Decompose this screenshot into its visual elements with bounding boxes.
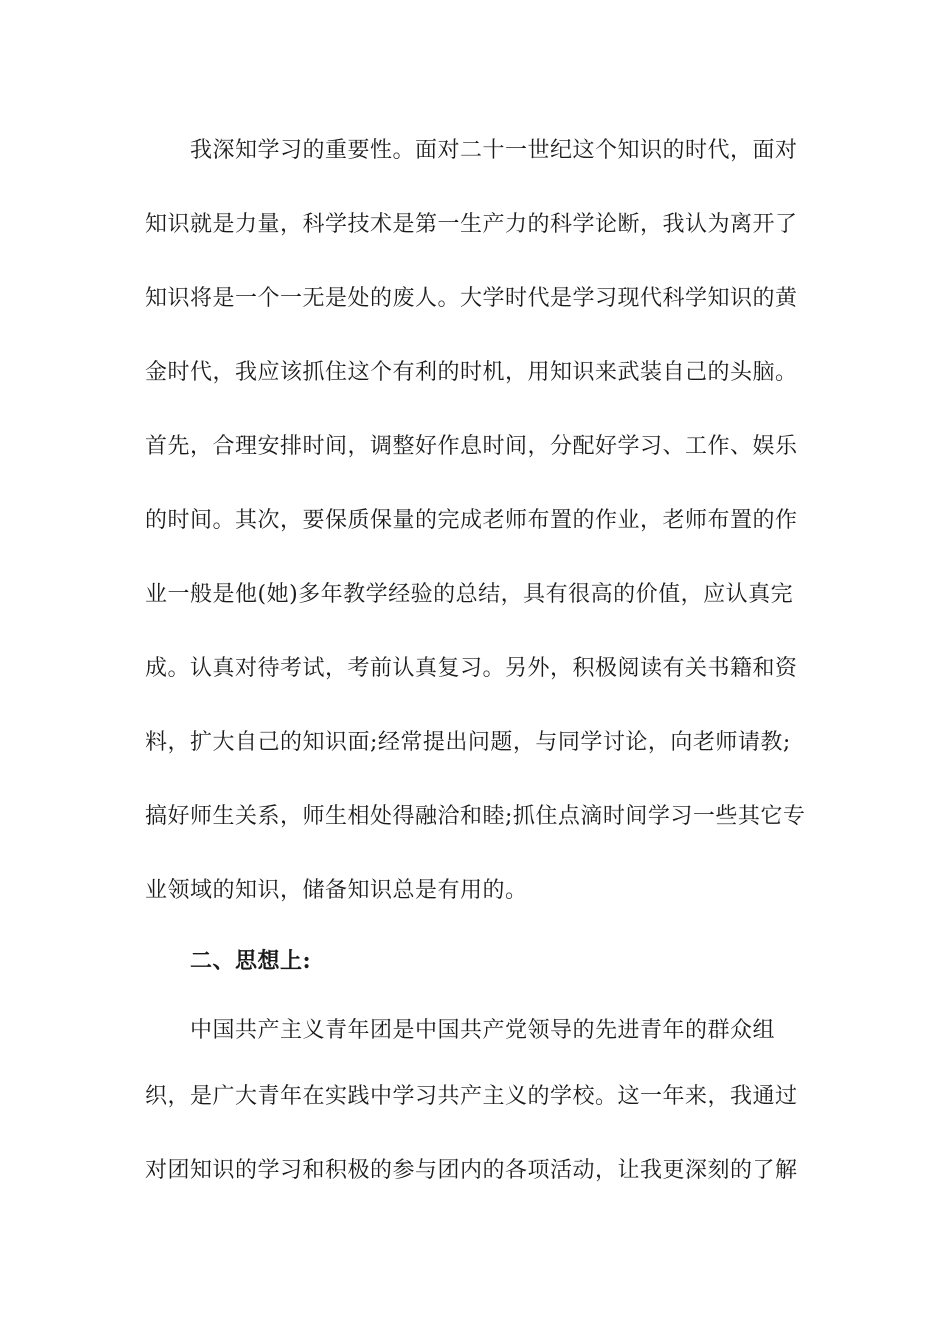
paragraph-line: 知识就是力量，科学技术是第一生产力的科学论断，我认为离开了 (145, 212, 798, 237)
paragraph-line: 成。认真对待考试，考前认真复习。另外，积极阅读有关书籍和资 (145, 656, 798, 681)
paragraph-line: 首先，合理安排时间，调整好作息时间，分配好学习、工作、娱乐 (145, 434, 798, 459)
paragraph-line: 搞好师生关系，师生相处得融洽和睦;抓住点滴时间学习一些其它专 (145, 804, 806, 829)
paragraph-line: 知识将是一个一无是处的废人。大学时代是学习现代科学知识的黄 (145, 286, 798, 311)
paragraph-line: 金时代，我应该抓住这个有利的时机，用知识来武装自己的头脑。 (145, 360, 798, 385)
paragraph-line: 对团知识的学习和积极的参与团内的各项活动，让我更深刻的了解 (145, 1158, 798, 1183)
section-heading: 二、思想上: (190, 948, 312, 974)
paragraph-line: 业一般是他(她)多年教学经验的总结，具有很高的价值，应认真完 (145, 582, 794, 607)
paragraph-line: 料，扩大自己的知识面;经常提出问题，与同学讨论，向老师请教; (145, 730, 791, 755)
paragraph-line: 中国共产主义青年团是中国共产党领导的先进青年的群众组 (190, 1018, 776, 1043)
paragraph-line: 我深知学习的重要性。面对二十一世纪这个知识的时代，面对 (190, 138, 798, 163)
paragraph-line: 的时间。其次，要保质保量的完成老师布置的作业，老师布置的作 (145, 508, 798, 533)
paragraph-line: 业领域的知识，储备知识总是有用的。 (145, 878, 528, 903)
paragraph-line: 织，是广大青年在实践中学习共产主义的学校。这一年来，我通过 (145, 1084, 798, 1109)
